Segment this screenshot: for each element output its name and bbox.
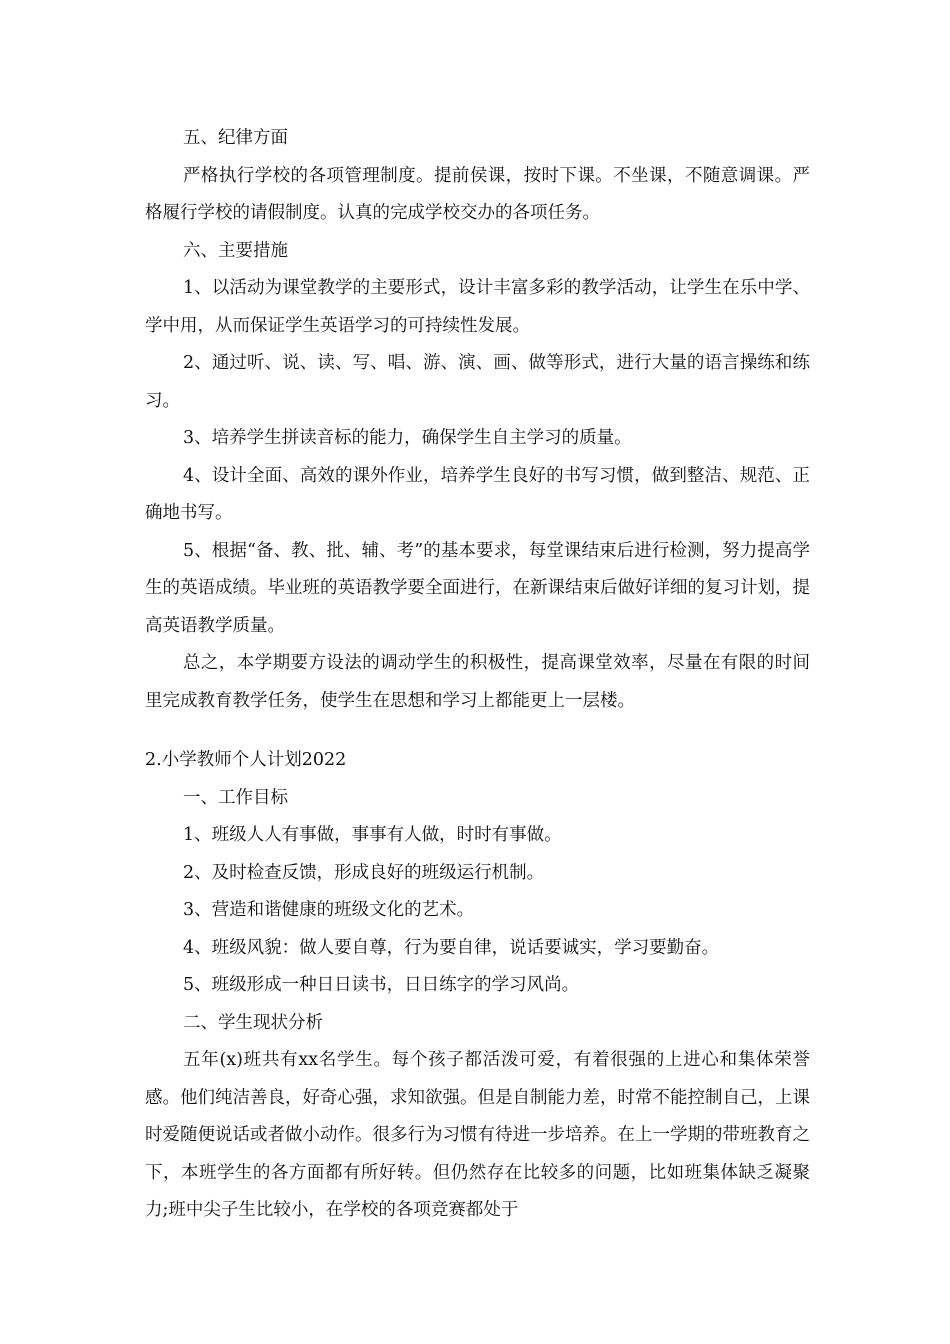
list-item-measure-4: 4、设计全面、高效的课外作业，培养学生良好的书写习惯，做到整洁、规范、正确地书写。 <box>145 465 810 523</box>
paragraph-discipline: 严格执行学校的各项管理制度。提前侯课，按时下课。不坐课，不随意调课。严格履行学校的请假制度。认真的完成学校交办的各项任务。 <box>145 165 810 223</box>
list-item-goal-4: 4、班级风貌：做人要自尊，行为要自律，说话要诚实，学习要勤奋。 <box>183 937 720 958</box>
list-item-goal-1: 1、班级人人有事做，事事有人做，时时有事做。 <box>183 825 562 845</box>
paragraph-analysis: 五年(x)班共有xx名学生。每个孩子都活泼可爱，有着很强的上进心和集体荣誉感。他们纯洁善良，好奇心强，求知欲强。但是自制能力差，时常不能控制自己，上课时爱随便说话或者做小动作。很多行为习惯有待进一步培养。在上一学期的带班教育之下，本班学生的各方面都有所好转。但仍然存在比较多的问题，比如班集体缺乏凝聚力;班中尖子生比较小，在学校的各项竞赛都处于 <box>145 1050 810 1220</box>
list-item-measure-5: 5、根据“备、教、批、辅、考”的基本要求，每堂课结束后进行检测，努力提高学生的英语成绩。毕业班的英语教学要全面进行，在新课结束后做好详细的复习计划，提高英语教学质量。 <box>145 540 810 636</box>
list-item-goal-2: 2、及时检查反馈，形成良好的班级运行机制。 <box>183 862 545 883</box>
list-item-measure-1: 1、以活动为课堂教学的主要形式，设计丰富多彩的教学活动，让学生在乐中学、学中用，从而保证学生英语学习的可持续性发展。 <box>145 278 810 336</box>
section-heading-analysis: 二、学生现状分析 <box>183 1012 323 1033</box>
list-item-measure-3: 3、培养学生拼读音标的能力，确保学生自主学习的质量。 <box>183 428 632 448</box>
document-body <box>145 120 810 1230</box>
section-heading-measures: 六、主要措施 <box>183 240 288 261</box>
list-item-goal-5: 5、班级形成一种日日读书，日日练字的学习风尚。 <box>183 975 580 995</box>
section-heading-discipline: 五、纪律方面 <box>183 128 288 148</box>
section-heading-goals: 一、工作目标 <box>183 787 288 808</box>
list-item-goal-3: 3、营造和谐健康的班级文化的艺术。 <box>183 900 475 920</box>
section-spacer <box>145 720 810 742</box>
document-title: 2.小学教师个人计划2022 <box>145 750 347 770</box>
list-item-measure-2: 2、通过听、说、读、写、唱、游、演、画、做等形式，进行大量的语言操练和练习。 <box>145 353 810 411</box>
paragraph-summary: 总之，本学期要方设法的调动学生的积极性，提高课堂效率，尽量在有限的时间里完成教育教学任务，使学生在思想和学习上都能更上一层楼。 <box>145 653 810 711</box>
